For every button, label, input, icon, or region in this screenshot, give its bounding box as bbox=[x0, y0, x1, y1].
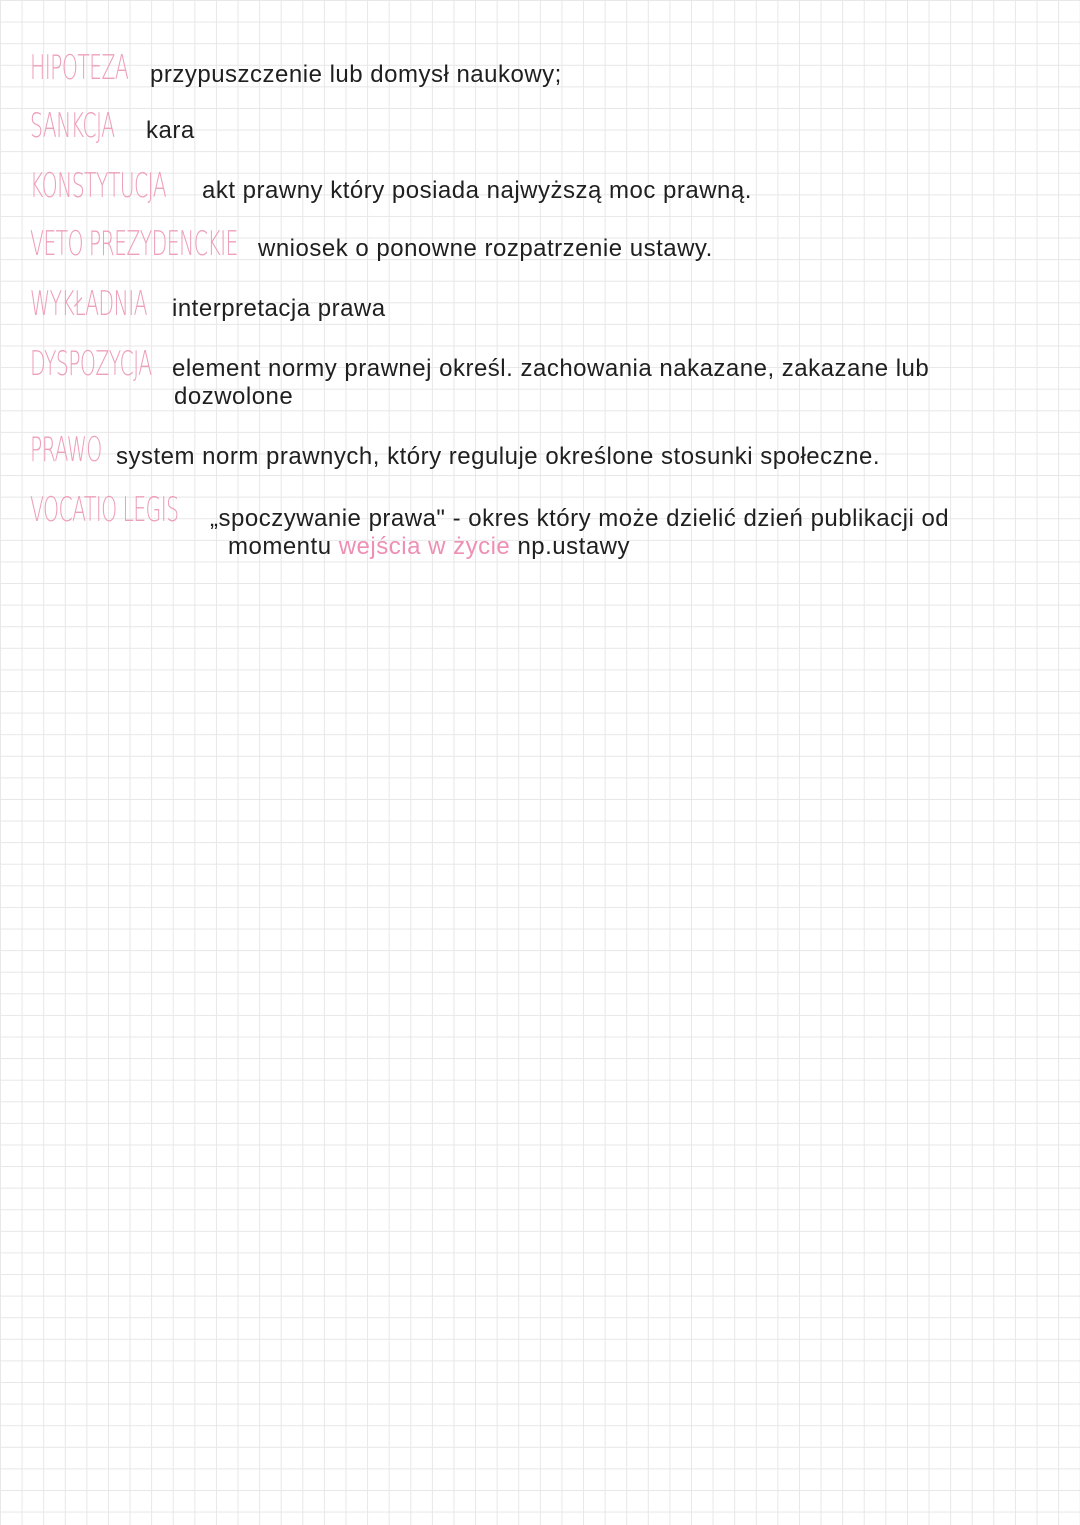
definition-line-2-start: momentu bbox=[228, 533, 332, 560]
definition-line-2-end: np.ustawy bbox=[517, 533, 630, 560]
definition-text: interpretacja prawa bbox=[172, 295, 386, 322]
term-label: VOCATIO LEGIS bbox=[30, 490, 179, 530]
highlight-text: wejścia w życie bbox=[338, 533, 511, 560]
term-label: HIPOTEZA bbox=[30, 48, 129, 88]
definition-text: akt prawny który posiada najwyższą moc prawną. bbox=[202, 177, 752, 204]
term-label: WYKŁADNIA bbox=[30, 284, 147, 324]
definition-line-2: dozwolone bbox=[174, 383, 294, 410]
term-label: PRAWO bbox=[30, 430, 102, 470]
definition-line-1: element normy prawnej określ. zachowania nakazane, zakazane lub bbox=[172, 355, 930, 382]
definition-text: system norm prawnych, który reguluje określone stosunki społeczne. bbox=[116, 443, 880, 470]
definition-line-2 bbox=[228, 532, 630, 562]
term-label: VETO PREZYDENCKIE bbox=[30, 224, 238, 264]
term-label: DYSPOZYCJA bbox=[30, 344, 152, 384]
definition-line-1: „spoczywanie prawa" - okres który może dzielić dzień publikacji od bbox=[210, 505, 950, 532]
term-label: KONSTYTUCJA bbox=[30, 166, 167, 206]
definition-text: wniosek o ponowne rozpatrzenie ustawy. bbox=[258, 235, 713, 262]
term-label: SANKCJA bbox=[30, 106, 115, 146]
definition-text: kara bbox=[146, 117, 195, 144]
definition-text: przypuszczenie lub domysł naukowy; bbox=[150, 61, 562, 88]
